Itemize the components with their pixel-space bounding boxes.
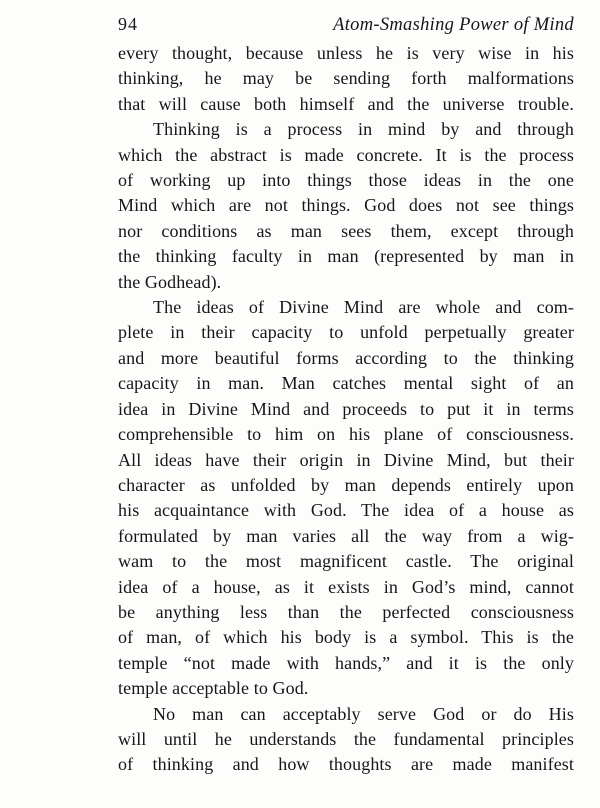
text-line: comprehensible to him on his plane of consciousness. (118, 424, 574, 445)
paragraph (118, 702, 574, 778)
text-line: that will cause both himself and the universe trouble. (118, 93, 574, 114)
page-number: 94 (118, 14, 138, 34)
text-line: will until he understands the fundamental principles (118, 728, 574, 749)
text-line: wam to the most magnificent castle. The original (118, 551, 574, 572)
text-line: the thinking faculty in man (represented by man in (118, 246, 574, 267)
text-line: character as unfolded by man depends entirely upon (118, 474, 574, 495)
text-line: Thinking is a process in mind by and through (153, 119, 574, 140)
paragraph (118, 41, 574, 117)
text-line: All ideas have their origin in Divine Mind, but their (118, 449, 574, 470)
body-text (118, 41, 574, 778)
paragraph (118, 117, 574, 295)
text-line: his acquaintance with God. The idea of a house as (118, 500, 574, 521)
text-line: idea of a house, as it exists in God’s mind, cannot (118, 576, 574, 597)
text-line: The ideas of Divine Mind are whole and com- (153, 297, 574, 318)
paragraph (118, 295, 574, 702)
text-line: be anything less than the perfected consciousness (118, 601, 574, 622)
text-line: thinking, he may be sending forth malformations (118, 68, 574, 89)
text-line: Mind which are not things. God does not see things (118, 195, 574, 216)
text-line: formulated by man varies all the way from a wig- (118, 525, 574, 546)
running-head: Atom-Smashing Power of Mind (333, 15, 574, 35)
text-line: every thought, because unless he is very wise in his (118, 43, 574, 63)
text-line: of working up into things those ideas in the one (118, 170, 574, 191)
text-line: nor conditions as man sees them, except through (118, 220, 574, 241)
text-line: temple acceptable to God. (118, 678, 309, 699)
text-line: plete in their capacity to unfold perpetually greater (118, 322, 574, 343)
text-line: No man can acceptably serve God or do His (153, 703, 574, 724)
text-line: capacity in man. Man catches mental sight of an (118, 373, 574, 394)
text-line: temple “not made with hands,” and it is the only (118, 652, 574, 673)
text-line: the Godhead). (118, 271, 222, 292)
text-line: idea in Divine Mind and proceeds to put it in terms (118, 398, 574, 419)
text-line: which the abstract is made concrete. It is the process (118, 144, 574, 165)
text-line: and more beautiful forms according to the thinking (118, 347, 574, 368)
page-content (118, 14, 574, 778)
text-line: of man, of which his body is a symbol. This is the (118, 627, 574, 648)
text-line: of thinking and how thoughts are made manifest (118, 754, 574, 775)
page-header (118, 14, 574, 38)
